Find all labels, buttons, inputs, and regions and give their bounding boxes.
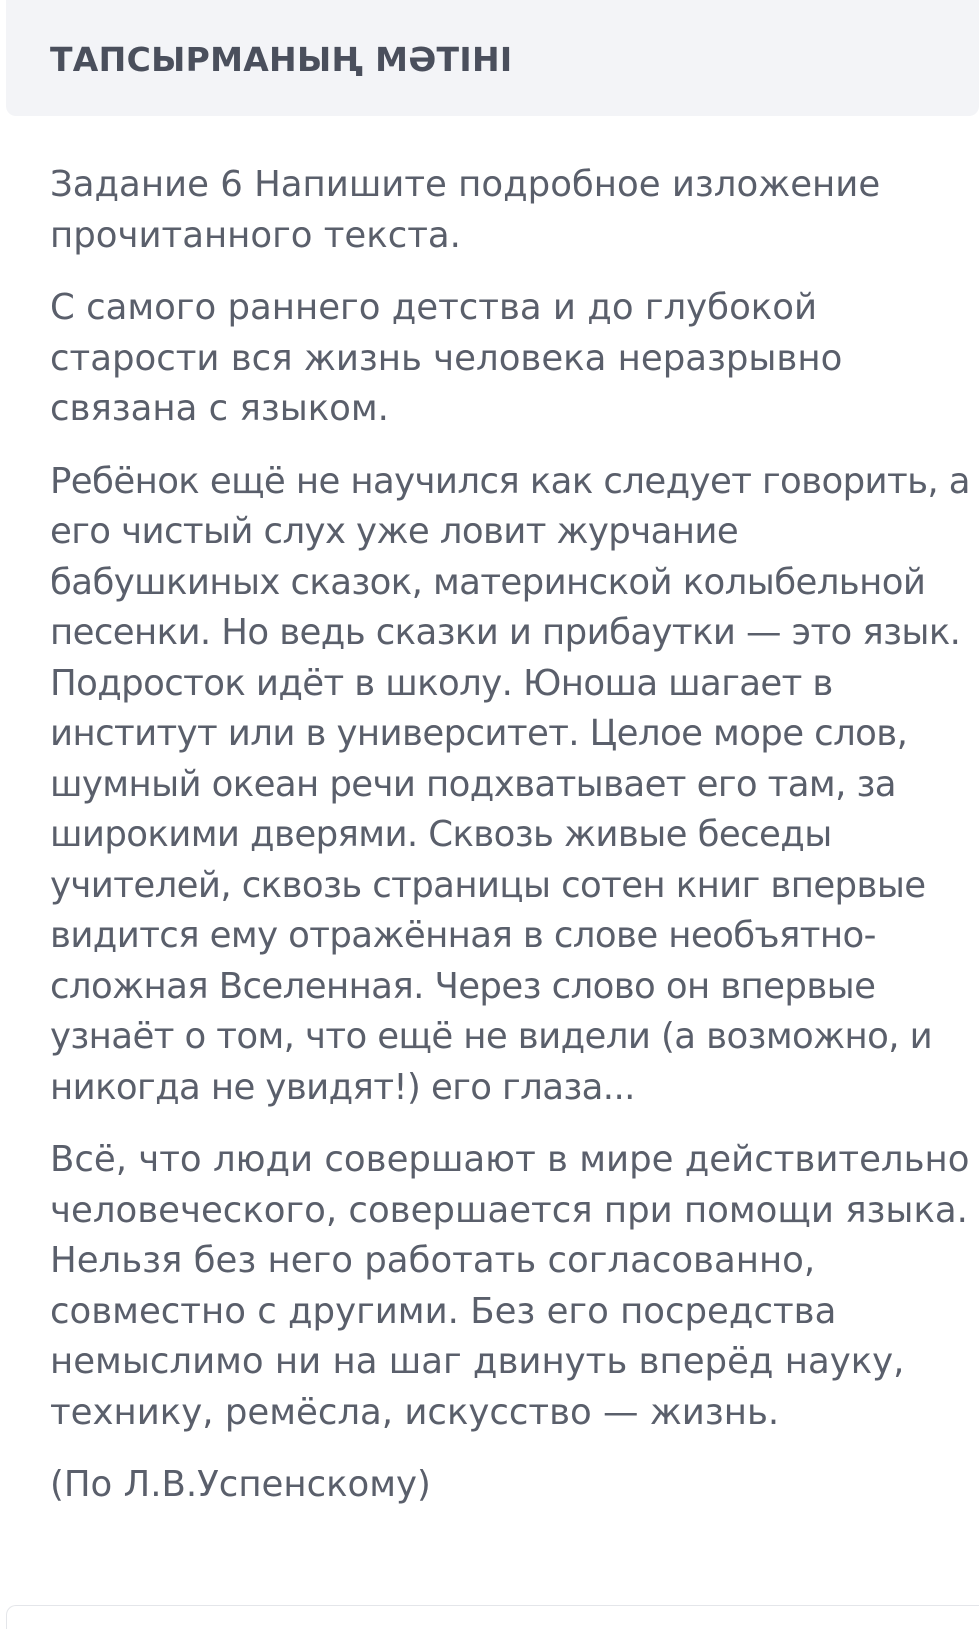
text-paragraph-1: С самого раннего детства и до глубокой старости вся жизнь человека неразрывно связана с языком. (50, 287, 843, 429)
task-instruction: Задание 6 Напишите подробное изложение прочитанного текста. (50, 164, 881, 256)
next-card-edge (6, 1605, 979, 1629)
text-paragraph-2: Ребёнок ещё не научился как следует говорить, а его чистый слух уже ловит журчание бабушкиных сказок, материнской колыбельной песенки. Но ведь сказки и прибаутки — это язык. Подросток идёт в школу. Юноша шагает в институт или в университет. Целое море слов, шумный океан речи подхватывает его там, за широкими дверями. Сквозь живые беседы учителей, сквозь страницы сотен книг впервые видится ему отражённая в слове необъятно-сложная Вселенная. Через слово он впервые узнаёт о том, что ещё не видели (а возможно, и никогда не увидят!) его глаза... (50, 460, 970, 1108)
header-title: ТАПСЫРМАНЫҢ МӘТІНІ (50, 40, 513, 79)
task-text-header (6, 0, 979, 116)
task-text-body (50, 160, 970, 1511)
text-paragraph-3: Всё, что люди совершают в мире действительно человеческого, совершается при помощи языка. Нельзя без него работать согласованно, совместно с другими. Без его посредства немыслимо ни на шаг двинуть вперёд науку, технику, ремёсла, искусство — жизнь. (50, 1139, 970, 1433)
text-attribution: (По Л.В.Успенскому) (50, 1464, 431, 1505)
